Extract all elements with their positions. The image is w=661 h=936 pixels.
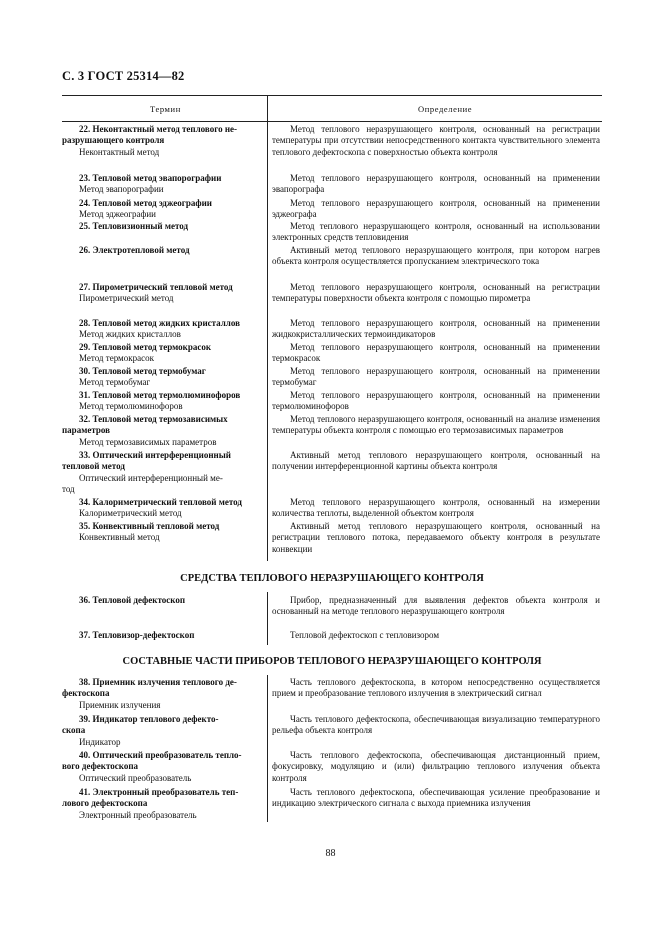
definition-cell [272, 245, 600, 268]
definition-text: Активный метод теплового неразрушающего контроля, при котором нагрев объекта контроля осуществляется пропусканием электрического тока [272, 245, 600, 267]
term-synonym: Оптический преобразователь [79, 772, 192, 783]
term-name: 26. Электротепловой метод [79, 245, 190, 255]
term-cell [62, 450, 260, 495]
term-cell [62, 282, 260, 305]
definition-cell [272, 450, 600, 473]
term-name: 34. Калориметрический тепловой метод [79, 497, 242, 507]
term-synonym: Пирометрический метод [79, 293, 174, 304]
term-name: тепловой метод [62, 461, 125, 472]
term-synonym: Оптический интерференционный ме- [79, 472, 223, 483]
term-name: параметров [62, 425, 110, 436]
section-title-instruments: СРЕДСТВА ТЕПЛОВОГО НЕРАЗРУШАЮЩЕГО КОНТРОЛЯ [180, 573, 484, 584]
term-name: 33. Оптический интерференционный [79, 450, 231, 460]
definition-text: Часть теплового дефектоскопа, обеспечивающая усиление преобразование и индикацию электрического сигнала с выхода приемника излучения [272, 787, 600, 809]
definition-text: Метод теплового неразрушающего контроля, основанный на применении термобумаг [272, 366, 600, 388]
section-title-components: СОСТАВНЫЕ ЧАСТИ ПРИБОРОВ ТЕПЛОВОГО НЕРАЗРУШАЮЩЕГО КОНТРОЛЯ [122, 656, 542, 667]
term-synonym: Метод термозависимых параметров [79, 436, 217, 447]
definition-cell [272, 282, 600, 305]
term-cell [62, 630, 260, 641]
term-name: 36. Тепловой дефектоскоп [79, 595, 186, 605]
page-number: 88 [325, 848, 336, 859]
term-cell [62, 173, 260, 196]
term-cell [62, 390, 260, 413]
definition-cell [272, 173, 600, 196]
term-synonym: Метод термобумаг [79, 377, 151, 388]
term-name: 22. Неконтактный метод теплового не- [79, 124, 238, 134]
term-name: 35. Конвективный тепловой метод [79, 521, 220, 531]
definition-cell [272, 714, 600, 737]
definition-text: Метод теплового неразрушающего контроля, основанный на применении термокрасок [272, 342, 600, 364]
term-synonym: тод [62, 483, 75, 494]
term-name: 27. Пирометрический тепловой метод [79, 282, 233, 292]
table-header-rule [62, 121, 602, 122]
term-cell [62, 497, 260, 520]
term-name: скопа [62, 725, 86, 736]
term-name: 31. Тепловой метод термолюминофоров [79, 390, 241, 400]
term-name: 38. Приемник излучения теплового де- [79, 677, 237, 687]
term-cell [62, 677, 260, 711]
term-cell [62, 124, 260, 158]
term-synonym: Конвективный метод [79, 532, 160, 543]
term-name: 40. Оптический преобразователь тепло- [79, 750, 242, 760]
term-cell [62, 318, 260, 341]
definition-cell [272, 677, 600, 700]
column-divider-3 [267, 675, 268, 822]
page-header: С. 3 ГОСТ 25314—82 [62, 69, 185, 83]
term-synonym: Приемник излучения [79, 699, 161, 710]
definition-text: Метод теплового неразрушающего контроля, основанный на применении эджеографа [272, 198, 600, 220]
definition-cell [272, 595, 600, 618]
term-name: 41. Электронный преобразователь теп- [79, 787, 239, 797]
definition-text: Метод теплового неразрушающего контроля, основанный на применении эвапорографа [272, 173, 600, 195]
term-name: 32. Тепловой метод термозависимых [79, 414, 228, 424]
term-cell [62, 714, 260, 748]
term-name: 25. Тепловизионный метод [79, 221, 189, 231]
term-cell [62, 521, 260, 544]
column-divider [267, 95, 268, 561]
term-cell [62, 787, 260, 821]
term-name: 28. Тепловой метод жидких кристаллов [79, 318, 240, 328]
definition-text: Метод теплового неразрушающего контроля, основанный на регистрации температуры поверхности объекта контроля с помощью пирометра [272, 282, 600, 304]
term-name: вого дефектоскопа [62, 761, 139, 772]
definition-cell [272, 366, 600, 389]
definition-cell [272, 521, 600, 555]
term-synonym: Метод термокрасок [79, 353, 154, 364]
definition-text: Активный метод теплового неразрушающего контроля, основанный на получении интерференционной картины объекта контроля [272, 450, 600, 472]
term-name: 24. Тепловой метод эджеографии [79, 198, 212, 208]
term-synonym: Неконтактный метод [79, 146, 160, 157]
definition-text: Часть теплового дефектоскопа, обеспечивающая дистанционный прием, фокусировку, модуляцию и (или) фильтрацию теплового излучения объекта контроля [272, 750, 600, 783]
column-divider-2 [267, 592, 268, 645]
term-cell [62, 750, 260, 784]
table-top-rule [62, 95, 602, 96]
term-cell [62, 595, 260, 606]
definition-cell [272, 630, 600, 641]
definition-cell [272, 414, 600, 437]
term-synonym: Калориметрический метод [79, 508, 182, 519]
term-cell [62, 414, 260, 448]
term-name: 23. Тепловой метод эвапорографии [79, 173, 222, 183]
definition-text: Часть теплового дефектоскопа, в котором непосредственно осуществляется прием и преобразование теплового излучения в электрический сигнал [272, 677, 600, 699]
term-name: 39. Индикатор теплового дефекто- [79, 714, 219, 724]
definition-cell [272, 198, 600, 221]
definition-cell [272, 750, 600, 784]
term-name: разрушающего контроля [62, 135, 165, 146]
definition-text: Метод теплового неразрушающего контроля, основанный на использовании электронных средств тепловидения [272, 221, 600, 243]
column-header-term: Термин [150, 104, 181, 114]
definition-text: Метод теплового неразрушающего контроля, основанный на применении жидкокристаллических термоиндикаторов [272, 318, 600, 340]
term-synonym: Метод эвапорографии [79, 184, 164, 195]
definition-text: Метод теплового неразрушающего контроля, основанный на измерении количества теплоты, выделенной объектом контроля [272, 497, 600, 519]
term-synonym: Метод эджеографии [79, 209, 156, 220]
term-synonym: Метод жидких кристаллов [79, 329, 181, 340]
term-cell [62, 221, 260, 232]
term-synonym: Индикатор [79, 736, 121, 747]
term-name: 29. Тепловой метод термокрасок [79, 342, 212, 352]
definition-cell [272, 124, 600, 158]
definition-text: Прибор, предназначенный для выявления дефектов объекта контроля и основанный на методе теплового неразрушающего контроля [272, 595, 600, 617]
definition-text: Часть теплового дефектоскопа, обеспечивающая визуализацию температурного рельефа объекта контроля [272, 714, 600, 736]
term-name: фектоскопа [62, 688, 110, 699]
term-cell [62, 198, 260, 221]
definition-cell [272, 787, 600, 810]
term-cell [62, 366, 260, 389]
term-name: лового дефектоскопа [62, 798, 148, 809]
term-name: 30. Тепловой метод термобумаг [79, 366, 206, 376]
definition-cell [272, 221, 600, 244]
definition-text: Метод теплового неразрушающего контроля, основанный на регистрации температуры при отсутствии непосредственного контакта чувствительного элемента теплового дефектоскопа с поверхностью объекта контроля [272, 124, 600, 157]
definition-text: Метод теплового неразрушающего контроля, основанный на применении термолюминофоров [272, 390, 600, 412]
definition-text: Метод теплового неразрушающего контроля, основанный на анализе изменения температуры объекта контроля с помощью его термозависимых параметров [272, 414, 600, 436]
definition-cell [272, 497, 600, 520]
term-cell [62, 342, 260, 365]
definition-cell [272, 342, 600, 365]
definition-cell [272, 390, 600, 413]
term-synonym: Метод термолюминофоров [79, 401, 183, 412]
definition-cell [272, 318, 600, 341]
term-synonym: Электронный преобразователь [79, 809, 197, 820]
definition-text: Тепловой дефектоскоп с тепловизором [290, 630, 440, 640]
term-cell [62, 245, 260, 256]
column-header-definition: Определение [418, 104, 473, 114]
term-name: 37. Тепловизор-дефектоскоп [79, 630, 195, 640]
definition-text: Активный метод теплового неразрушающего контроля, основанный на регистрации теплового потока, передаваемого объекту контроля в результате конвекции [272, 521, 600, 554]
